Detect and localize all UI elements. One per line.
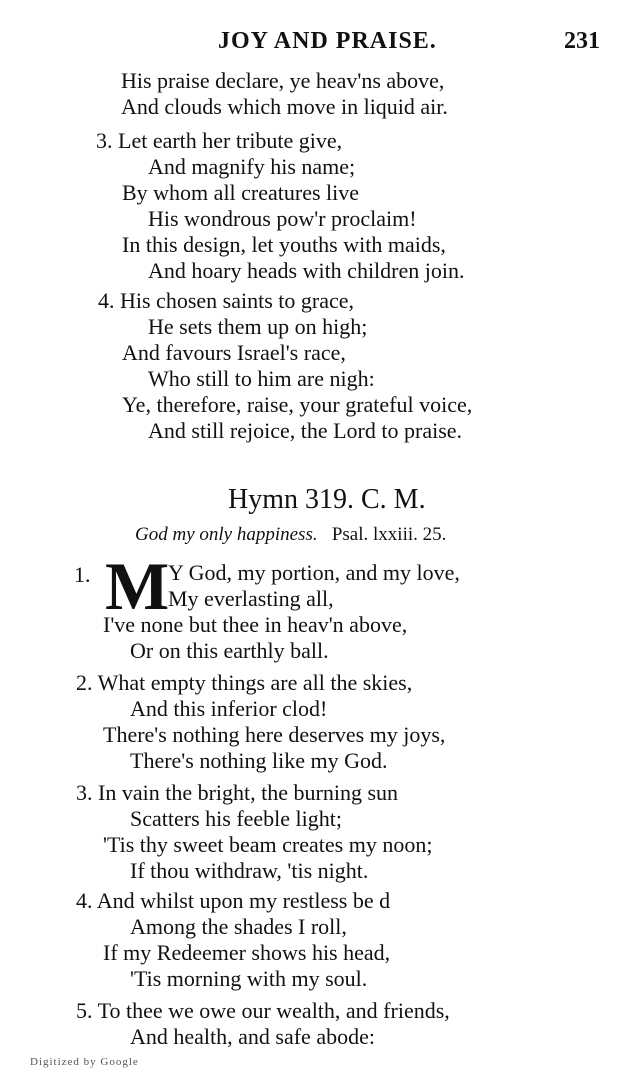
verse-line: He sets them up on high; [148,314,368,339]
verse-number: 1. [74,562,91,587]
verse-line: Y God, my portion, and my love, [168,560,460,585]
verse-line: 2. What empty things are all the skies, [76,670,413,695]
subtitle-theme: God my only happiness. [135,524,318,545]
verse-line: And favours Israel's race, [122,340,346,365]
verse-line: Who still to him are nigh: [148,366,375,391]
verse-line: 4. And whilst upon my restless be d [76,888,391,913]
text-line: His praise declare, ye heav'ns above, [121,68,445,93]
verse-line: His wondrous pow'r proclaim! [148,206,417,231]
verse-line: 5. To thee we owe our wealth, and friends, [76,998,450,1023]
verse-line: 3. Let earth her tribute give, [96,128,343,153]
verse-line: In this design, let youths with maids, [122,232,446,257]
verse-line: Or on this earthly ball. [130,638,329,663]
verse-line: And hoary heads with children join. [148,258,465,283]
page-number: 231 [564,28,600,54]
verse-line: And health, and safe abode: [130,1024,375,1049]
verse-line: I've none but thee in heav'n above, [103,612,408,637]
verse-line: Ye, therefore, raise, your grateful voice, [122,392,473,417]
verse-line: And magnify his name; [148,154,356,179]
subtitle-reference: Psal. lxxiii. 25. [331,524,447,545]
footer-scan-mark: Digitized by Google [30,1056,139,1068]
verse-line: 4. His chosen saints to grace, [98,288,354,313]
hymn-title: Hymn 319. C. M. [228,484,426,515]
verse-line: My everlasting all, [168,586,334,611]
verse-line: By whom all creatures live [122,180,360,205]
verse-line: 'Tis morning with my soul. [130,966,368,991]
verse-line: Scatters his feeble light; [130,806,342,831]
verse-line: Among the shades I roll, [130,914,347,939]
verse-line: And this inferior clod! [130,696,328,721]
text-line: And clouds which move in liquid air. [121,94,448,119]
verse-line: There's nothing here deserves my joys, [103,722,446,747]
verse-line: 3. In vain the bright, the burning sun [76,780,399,805]
drop-cap: M [105,548,170,624]
hymn-subtitle [135,524,446,546]
verse-line: If thou withdraw, 'tis night. [130,858,369,883]
verse-line: There's nothing like my God. [130,748,388,773]
running-header: JOY AND PRAISE. [218,28,437,54]
verse-line: If my Redeemer shows his head, [103,940,391,965]
verse-line: 'Tis thy sweet beam creates my noon; [103,832,433,857]
verse-line: And still rejoice, the Lord to praise. [148,418,463,443]
